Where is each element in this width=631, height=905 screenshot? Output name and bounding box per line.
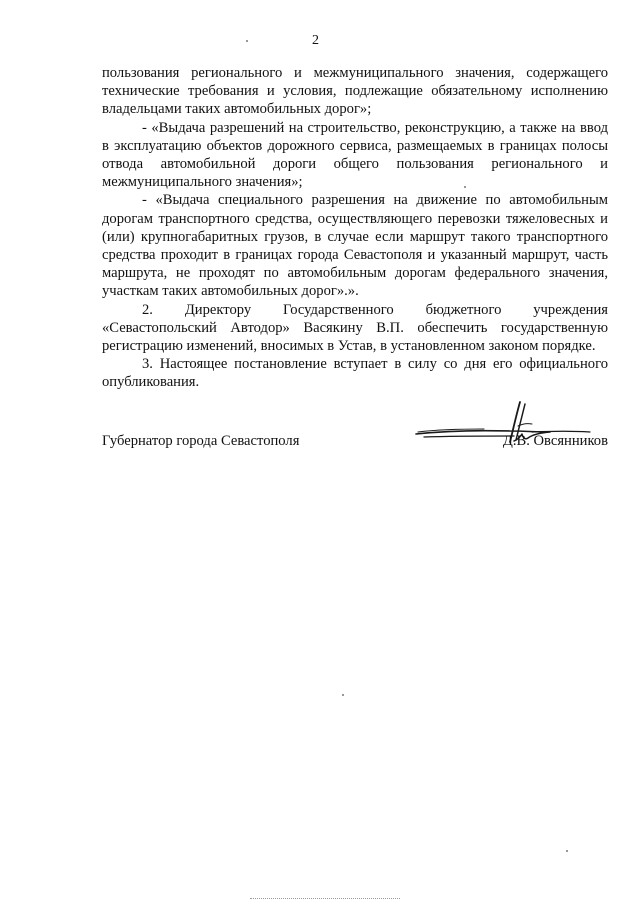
paragraph-continuation: пользования регионального и межмуниципального значения, содержащего технические требования и условия, подлежащие обязательному исполнению владельцами таких автомобильных дорог»; [102,65,608,118]
page-number: 2 [312,33,319,48]
paragraph-item-permits-construction: - «Выдача разрешений на строительство, реконструкцию, а также на ввод в эксплуатацию объектов дорожного сервиса, размещаемых в границах полосы отвода автомобильной дороги общего пользования регионального и межмуниципального значения»; [102,119,608,191]
scan-speck [342,694,344,696]
document-body [102,64,608,392]
signer-title: Губернатор города Севастополя [102,433,300,449]
scan-speck [246,40,248,42]
scan-speck [566,850,568,852]
paragraph-item-special-permit: - «Выдача специального разрешения на движение по автомобильным дорогам транспортного средства, осуществляющего перевозки тяжеловесных и (или) крупногабаритных грузов, в случае если маршрут такого транспортного средства проходит в границах города Севастополя и указанный маршрут, часть маршрута, не проходят по автомобильным дорогам федерального значения, участкам таких автомобильных дорог».». [102,192,608,300]
signature-block [102,432,608,456]
signer-name: Д.В. Овсянников [502,433,608,449]
paragraph-clause-3: 3. Настоящее постановление вступает в силу со дня его официального опубликования. [102,356,608,391]
paragraph-clause-2: 2. Директору Государственного бюджетного учреждения «Севастопольский Автодор» Васякину В.П. обеспечить государственную регистрацию изменений, вносимых в Устав, в установленном законом порядке. [102,301,608,355]
scan-edge-noise [250,898,400,903]
scan-speck [464,186,466,188]
